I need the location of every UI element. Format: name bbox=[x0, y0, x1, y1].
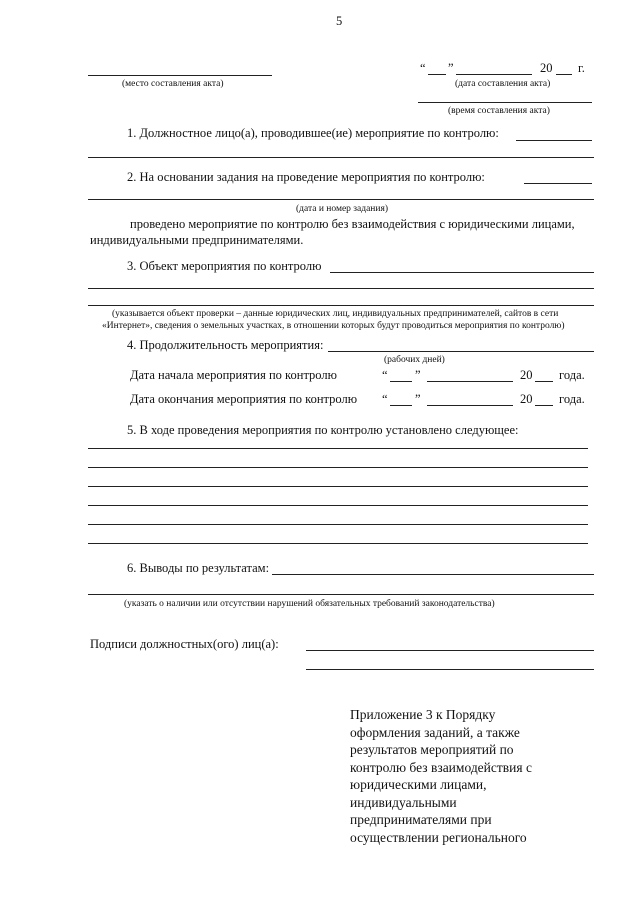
end-year-prefix: 20 bbox=[520, 392, 533, 406]
start-year-prefix: 20 bbox=[520, 368, 533, 382]
section3-caption-1: (указывается объект проверки – данные юридических лиц, индивидуальных предпринимателей, сайтов в сети bbox=[112, 309, 559, 319]
end-year-suffix: года. bbox=[559, 392, 585, 406]
section4-text: 4. Продолжительность мероприятия: bbox=[127, 338, 324, 352]
appendix-line: Приложение 3 к Порядку bbox=[350, 707, 496, 722]
end-month-line bbox=[427, 405, 513, 406]
section5-line-6 bbox=[88, 543, 588, 544]
date-year-prefix: 20 bbox=[540, 61, 553, 75]
start-date-label: Дата начала мероприятия по контролю bbox=[130, 368, 337, 382]
end-date-label: Дата окончания мероприятия по контролю bbox=[130, 392, 358, 406]
end-open-quote: “ bbox=[382, 392, 388, 406]
start-day-line bbox=[390, 381, 412, 382]
start-year-suffix: года. bbox=[559, 368, 585, 382]
section5-text: 5. В ходе проведения мероприятия по контролю установлено следующее: bbox=[127, 423, 519, 437]
signature-line-2 bbox=[306, 669, 594, 670]
section5-line-5 bbox=[88, 524, 588, 525]
signatures-label: Подписи должностных(ого) лиц(а): bbox=[90, 637, 279, 651]
section4-fill-line bbox=[328, 351, 594, 352]
date-close-quote: ” bbox=[448, 61, 454, 75]
section2-caption: (дата и номер задания) bbox=[296, 204, 389, 214]
appendix-block bbox=[350, 706, 590, 846]
section2-line bbox=[88, 199, 594, 200]
section1-text: 1. Должностное лицо(а), проводившее(ие) мероприятие по контролю: bbox=[127, 126, 499, 140]
section3-caption-2: «Интернет», сведения о земельных участках, в отношении которых будут проводиться мероприятия по контролю) bbox=[102, 321, 565, 331]
end-day-line bbox=[390, 405, 412, 406]
appendix-line: осуществлении регионального bbox=[350, 829, 527, 845]
section3-line-2 bbox=[88, 305, 594, 306]
appendix-line: индивидуальными bbox=[350, 794, 457, 810]
section5-line-1 bbox=[88, 448, 588, 449]
start-close-quote: ” bbox=[415, 368, 421, 382]
appendix-line: контролю без взаимодействия с bbox=[350, 759, 532, 775]
section5-line-4 bbox=[88, 505, 588, 506]
section3-fill-line bbox=[330, 272, 594, 273]
place-caption: (место составления акта) bbox=[122, 79, 224, 89]
start-month-line bbox=[427, 381, 513, 382]
date-month-line bbox=[456, 74, 532, 75]
start-year-line bbox=[535, 381, 553, 382]
section6-text: 6. Выводы по результатам: bbox=[127, 561, 270, 575]
section1-fill-line bbox=[516, 140, 592, 141]
time-line bbox=[418, 102, 592, 103]
appendix-line: предпринимателями при bbox=[350, 812, 492, 827]
page-number: 5 bbox=[336, 14, 343, 28]
start-open-quote: “ bbox=[382, 368, 388, 382]
section3-line-1 bbox=[88, 288, 594, 289]
section3-text: 3. Объект мероприятия по контролю bbox=[127, 259, 322, 273]
section2-text: 2. На основании задания на проведение мероприятия по контролю: bbox=[127, 170, 485, 184]
appendix-line: результатов мероприятий по bbox=[350, 742, 514, 757]
date-year-line bbox=[556, 74, 572, 75]
section2-fill-line bbox=[524, 183, 592, 184]
section6-line bbox=[88, 594, 594, 595]
section4-caption: (рабочих дней) bbox=[384, 355, 445, 365]
date-open-quote: “ bbox=[420, 61, 426, 75]
end-close-quote: ” bbox=[415, 392, 421, 406]
end-year-line bbox=[535, 405, 553, 406]
section6-fill-line bbox=[272, 574, 594, 575]
date-year-suffix: г. bbox=[578, 61, 585, 75]
section5-line-2 bbox=[88, 467, 588, 468]
time-caption: (время составления акта) bbox=[448, 106, 550, 116]
appendix-line: юридическими лицами, bbox=[350, 777, 487, 792]
date-caption: (дата составления акта) bbox=[455, 79, 551, 89]
signature-line-1 bbox=[306, 650, 594, 651]
section1-line bbox=[88, 157, 594, 158]
appendix-line: оформления заданий, а также bbox=[350, 724, 520, 740]
section2-conducted-line2: индивидуальными предпринимателями. bbox=[90, 233, 304, 247]
date-day-line bbox=[428, 74, 446, 75]
section2-conducted-line1: проведено мероприятие по контролю без взаимодействия с юридическими лицами, bbox=[130, 217, 575, 231]
section5-line-3 bbox=[88, 486, 588, 487]
section6-caption: (указать о наличии или отсутствии нарушений обязательных требований законодательства) bbox=[124, 599, 495, 609]
place-line bbox=[88, 75, 272, 76]
